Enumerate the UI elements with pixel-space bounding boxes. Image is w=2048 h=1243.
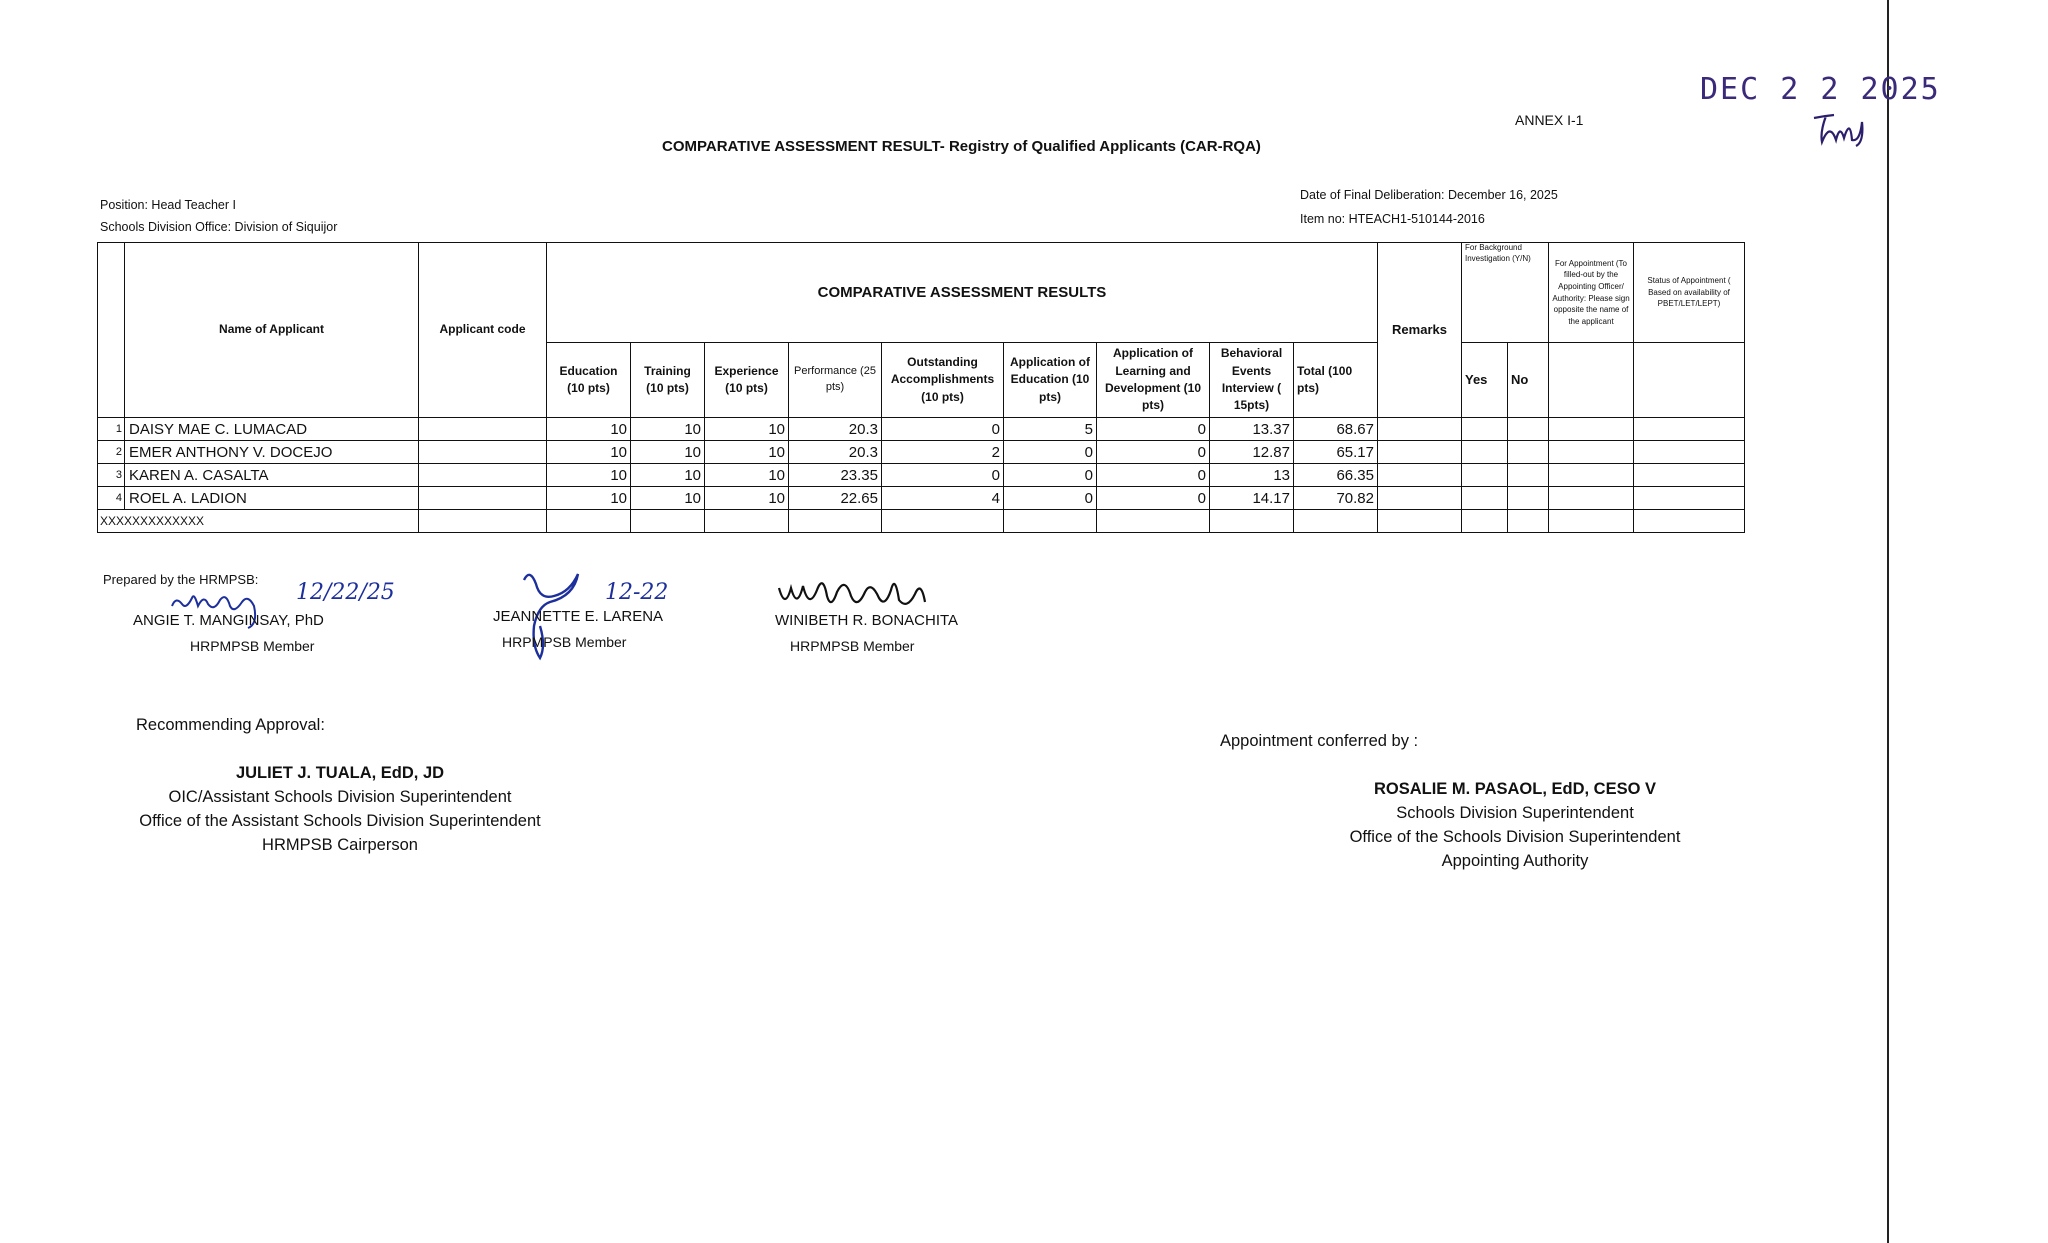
- recommending-block: [130, 762, 550, 858]
- score-cell: 4: [882, 487, 1004, 510]
- criteria-header: Performance (25 pts): [789, 343, 882, 418]
- appointment-line: Office of the Schools Division Superintendent: [1349, 827, 1681, 846]
- yes-cell: [1462, 487, 1508, 510]
- remarks-cell: [1378, 464, 1462, 487]
- score-cell: 0: [882, 464, 1004, 487]
- position-label: Position: Head Teacher I: [100, 198, 236, 212]
- status-cell: [1634, 418, 1745, 441]
- score-cell: 5: [1004, 418, 1097, 441]
- score-cell: 0: [1004, 487, 1097, 510]
- total-cell: 66.35: [1294, 464, 1378, 487]
- applicant-code-cell: [419, 418, 547, 441]
- score-cell: 10: [705, 441, 789, 464]
- score-cell: 10: [547, 487, 631, 510]
- empty-cell: [1508, 510, 1549, 533]
- score-cell: 10: [547, 418, 631, 441]
- page-edge-line: [1887, 0, 1889, 1243]
- remarks-cell: [1378, 418, 1462, 441]
- member-1-name: ANGIE T. MANGINSAY, PhD: [133, 612, 324, 629]
- recommending-line: Office of the Assistant Schools Division Superintendent: [139, 811, 541, 830]
- applicant-code-cell: [419, 487, 547, 510]
- division-label: Schools Division Office: Division of Siquijor: [100, 220, 338, 234]
- appointing-authority-name: ROSALIE M. PASAOL, EdD, CESO V: [1373, 780, 1657, 798]
- applicant-name: ROEL A. LADION: [125, 487, 419, 510]
- criteria-header: Total (100 pts): [1294, 343, 1378, 418]
- table-row: [98, 464, 1745, 487]
- background-investigation-header: For Background Investigation (Y/N): [1462, 243, 1549, 343]
- total-cell: 68.67: [1294, 418, 1378, 441]
- empty-cell: [547, 510, 631, 533]
- applicant-code-cell: [419, 441, 547, 464]
- criteria-header: Application of Education (10 pts): [1004, 343, 1097, 418]
- criteria-header: Training (10 pts): [631, 343, 705, 418]
- appointment-block: [1305, 778, 1725, 874]
- score-cell: 10: [631, 487, 705, 510]
- status-cell: [1634, 487, 1745, 510]
- appointment-line: Schools Division Superintendent: [1396, 803, 1634, 822]
- score-cell: 12.87: [1210, 441, 1294, 464]
- criteria-header: Education (10 pts): [547, 343, 631, 418]
- member-1-role: HRPMPSB Member: [190, 638, 315, 654]
- no-cell: [1508, 487, 1549, 510]
- criteria-header: Behavioral Events Interview ( 15pts): [1210, 343, 1294, 418]
- total-cell: 70.82: [1294, 487, 1378, 510]
- score-cell: 10: [547, 441, 631, 464]
- score-cell: 22.65: [789, 487, 882, 510]
- criteria-header: Outstanding Accomplishments (10 pts): [882, 343, 1004, 418]
- score-cell: 13.37: [1210, 418, 1294, 441]
- received-date-stamp: DEC 2 2 2025: [1700, 72, 1941, 107]
- annex-label: ANNEX I-1: [1515, 112, 1584, 128]
- score-cell: 0: [1004, 441, 1097, 464]
- recommending-approval-label: Recommending Approval:: [136, 716, 325, 734]
- table-footer-row: [98, 510, 1745, 533]
- no-cell: [1508, 418, 1549, 441]
- recommending-name: JULIET J. TUALA, EdD, JD: [235, 764, 445, 782]
- score-cell: 2: [882, 441, 1004, 464]
- empty-cell: [1634, 510, 1745, 533]
- row-number-header: [98, 243, 125, 418]
- recommending-line: HRMPSB Cairperson: [262, 835, 418, 854]
- empty-cell: [1004, 510, 1097, 533]
- applicant-name: KAREN A. CASALTA: [125, 464, 419, 487]
- member-1-signature-date: 12/22/25: [296, 580, 395, 605]
- name-header: Name of Applicant: [125, 243, 419, 418]
- prepared-by-label: Prepared by the HRMPSB:: [103, 572, 259, 587]
- appointment-cell: [1549, 487, 1634, 510]
- empty-cell: [1097, 510, 1210, 533]
- score-cell: 0: [1004, 464, 1097, 487]
- status-cell: [1634, 464, 1745, 487]
- member-3-name: WINIBETH R. BONACHITA: [775, 612, 959, 629]
- appointment-cell: [1549, 441, 1634, 464]
- appointment-status-header: Status of Appointment ( Based on availability of PBET/LET/LEPT): [1634, 243, 1745, 343]
- no-cell: [1508, 464, 1549, 487]
- yes-cell: [1462, 418, 1508, 441]
- applicant-code-header: Applicant code: [419, 243, 547, 418]
- empty-cell: [1294, 510, 1378, 533]
- comparative-results-header: COMPARATIVE ASSESSMENT RESULTS: [547, 243, 1378, 343]
- stamp-initials-signature: [1810, 112, 1870, 152]
- background-no-header: No: [1508, 343, 1549, 418]
- yes-cell: [1462, 441, 1508, 464]
- score-cell: 10: [547, 464, 631, 487]
- recommending-line: OIC/Assistant Schools Division Superintendent: [168, 787, 512, 806]
- member-3-role: HRPMPSB Member: [790, 638, 915, 654]
- score-cell: 10: [631, 418, 705, 441]
- background-yes-header: Yes: [1462, 343, 1508, 418]
- table-row: [98, 418, 1745, 441]
- table-row: [98, 487, 1745, 510]
- score-cell: 20.3: [789, 418, 882, 441]
- applicant-name: EMER ANTHONY V. DOCEJO: [125, 441, 419, 464]
- no-cell: [1508, 441, 1549, 464]
- empty-cell: [1378, 510, 1462, 533]
- score-cell: 20.3: [789, 441, 882, 464]
- score-cell: 13: [1210, 464, 1294, 487]
- deliberation-date: Date of Final Deliberation: December 16, 2025: [1300, 188, 1558, 202]
- score-cell: 0: [1097, 464, 1210, 487]
- status-cell: [1634, 441, 1745, 464]
- member-2-signature-date: 12-22: [605, 580, 669, 605]
- applicant-name: DAISY MAE C. LUMACAD: [125, 418, 419, 441]
- appointment-cell: [1549, 464, 1634, 487]
- score-cell: 14.17: [1210, 487, 1294, 510]
- empty-cell: [1549, 510, 1634, 533]
- score-cell: 0: [882, 418, 1004, 441]
- appointment-line: Appointing Authority: [1441, 851, 1589, 870]
- row-number: 2: [98, 441, 125, 464]
- assessment-table: [97, 242, 1745, 533]
- score-cell: 23.35: [789, 464, 882, 487]
- row-number: 3: [98, 464, 125, 487]
- score-cell: 0: [1097, 418, 1210, 441]
- empty-cell: [419, 510, 547, 533]
- empty-cell: [1462, 510, 1508, 533]
- footer-placeholder: XXXXXXXXXXXXX: [98, 510, 419, 533]
- yes-cell: [1462, 464, 1508, 487]
- remarks-cell: [1378, 487, 1462, 510]
- remarks-header: Remarks: [1378, 243, 1462, 418]
- score-cell: 10: [631, 441, 705, 464]
- score-cell: 10: [705, 464, 789, 487]
- score-cell: 0: [1097, 441, 1210, 464]
- member-2-role: HRPMPSB Member: [502, 634, 627, 650]
- empty-cell: [705, 510, 789, 533]
- appointment-cell: [1549, 418, 1634, 441]
- empty-cell: [882, 510, 1004, 533]
- empty-cell: [1210, 510, 1294, 533]
- score-cell: 10: [705, 418, 789, 441]
- total-cell: 65.17: [1294, 441, 1378, 464]
- appointment-sign-cell: [1549, 343, 1634, 418]
- empty-cell: [789, 510, 882, 533]
- score-cell: 10: [631, 464, 705, 487]
- row-number: 1: [98, 418, 125, 441]
- row-number: 4: [98, 487, 125, 510]
- page-title: COMPARATIVE ASSESSMENT RESULT- Registry of Qualified Applicants (CAR-RQA): [662, 138, 1261, 155]
- appointment-conferred-label: Appointment conferred by :: [1220, 732, 1419, 750]
- empty-cell: [631, 510, 705, 533]
- item-number: Item no: HTEACH1-510144-2016: [1300, 212, 1485, 226]
- table-row: [98, 441, 1745, 464]
- score-cell: 0: [1097, 487, 1210, 510]
- criteria-header: Application of Learning and Development (10 pts): [1097, 343, 1210, 418]
- appointment-header: For Appointment (To filled-out by the Appointing Officer/ Authority: Please sign opposite the name of the applicant: [1549, 243, 1634, 343]
- remarks-cell: [1378, 441, 1462, 464]
- criteria-header: Experience (10 pts): [705, 343, 789, 418]
- applicant-code-cell: [419, 464, 547, 487]
- member-2-name: JEANNETTE E. LARENA: [493, 608, 664, 625]
- appointment-status-cell: [1634, 343, 1745, 418]
- score-cell: 10: [705, 487, 789, 510]
